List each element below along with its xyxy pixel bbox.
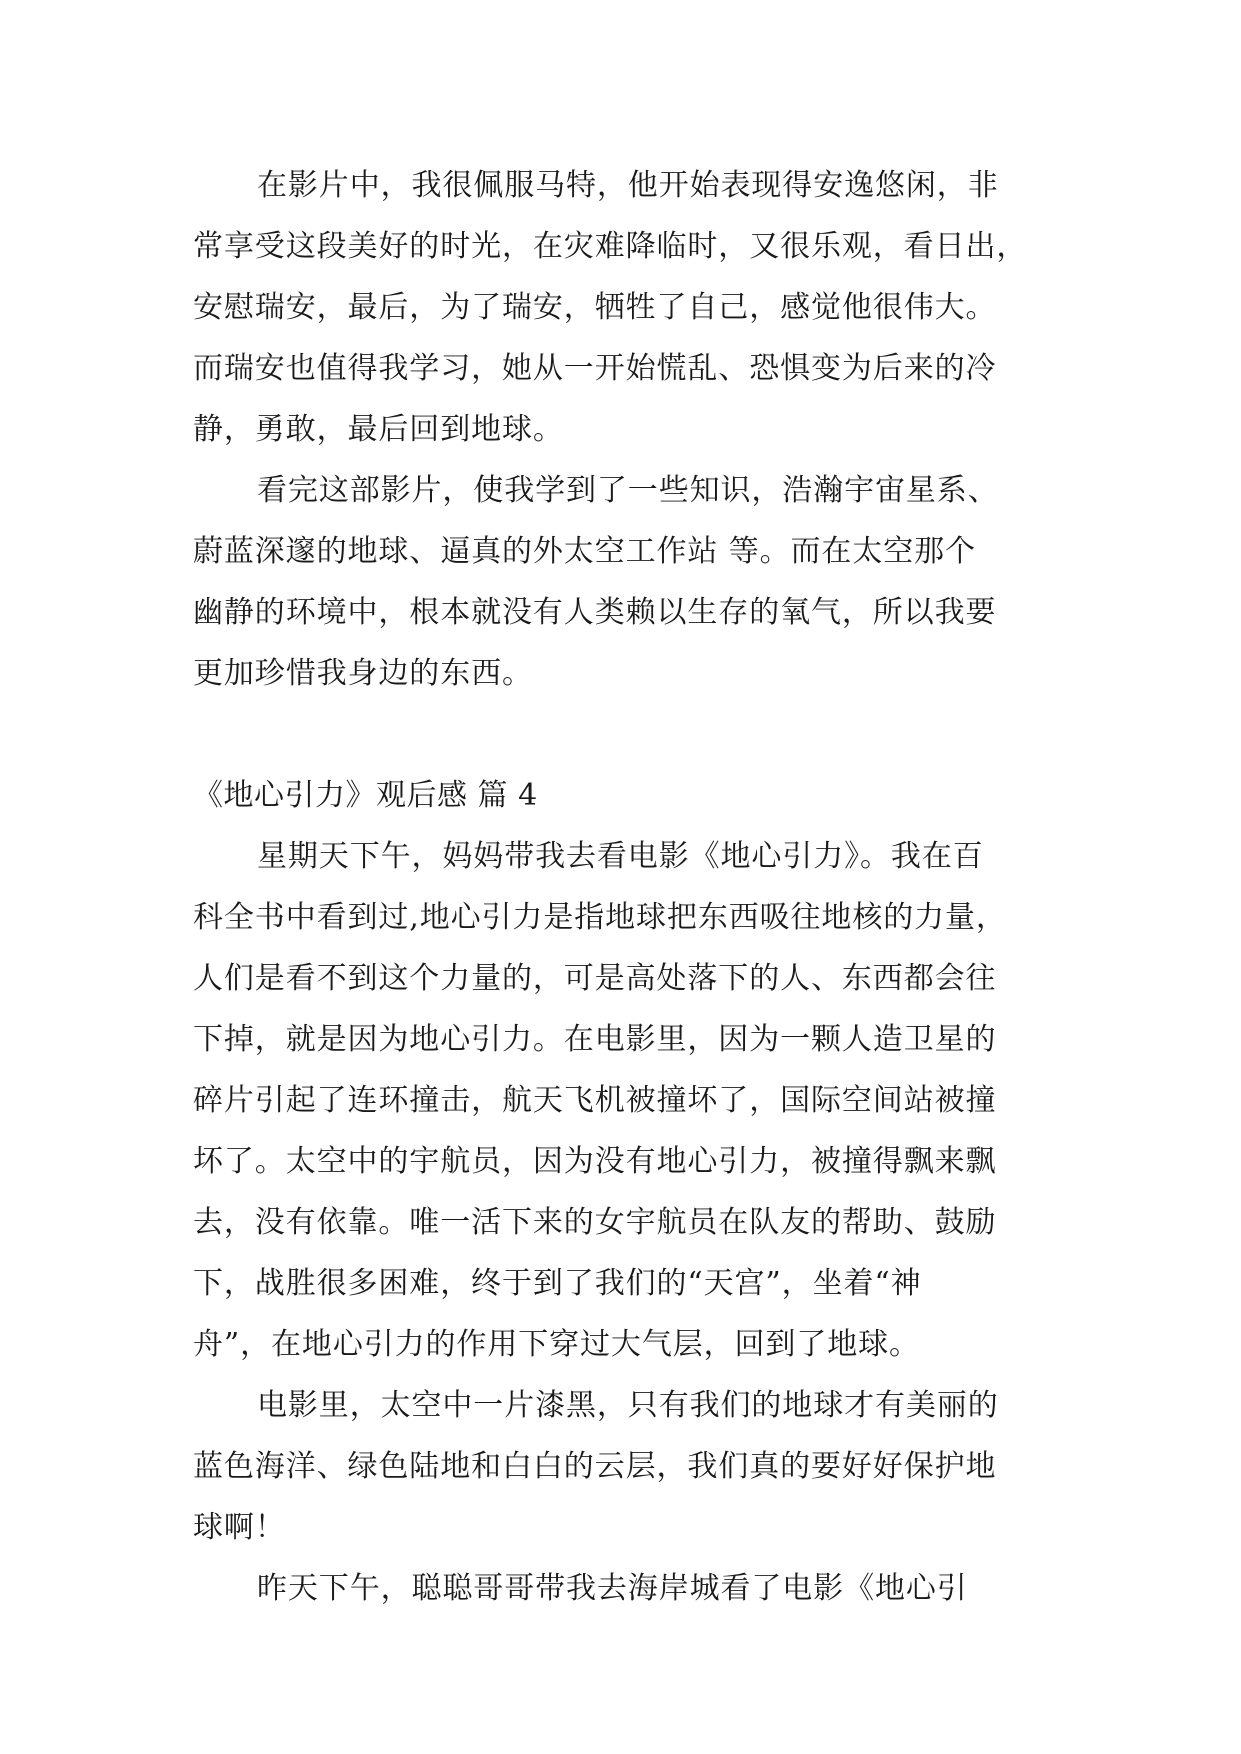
text-line: 在影片中，我很佩服马特，他开始表现得安逸悠闲，非 [257, 168, 999, 203]
text-line: 静，勇敢，最后回到地球。 [193, 412, 564, 447]
paragraph-3 [193, 826, 1053, 1375]
paragraph-4 [193, 1375, 1053, 1558]
text-line: 科全书中看到过,地心引力是指地球把东西吸往地核的力量， [193, 900, 1007, 935]
text-line: 星期天下午，妈妈带我去看电影《地心引力》。我在百 [257, 839, 984, 874]
paragraph-5 [193, 1558, 1053, 1619]
text-line: 昨天下午，聪聪哥哥带我去海岸城看了电影《地心引 [257, 1571, 968, 1606]
text-line: 蓝色海洋、绿色陆地和白白的云层，我们真的要好好保护地 [193, 1449, 997, 1484]
text-line: 电影里，太空中一片漆黑，只有我们的地球才有美丽的 [257, 1388, 999, 1423]
document-page [193, 155, 1053, 1619]
text-line: 常享受这段美好的时光，在灾难降临时，又很乐观，看日出， [193, 229, 1028, 264]
text-line: 安慰瑞安，最后，为了瑞安，牺牲了自己，感觉他很伟大。 [193, 290, 997, 325]
text-line: 人们是看不到这个力量的，可是高处落下的人、东西都会往 [193, 961, 997, 996]
text-line: 而瑞安也值得我学习，她从一开始慌乱、恐惧变为后来的冷 [193, 351, 997, 386]
paragraph-1 [193, 155, 1053, 460]
text-line: 碎片引起了连环撞击，航天飞机被撞坏了，国际空间站被撞 [193, 1083, 997, 1118]
text-line: 舟”，在地心引力的作用下穿过大气层，回到了地球。 [193, 1327, 920, 1362]
paragraph-2 [193, 460, 1053, 704]
text-line: 下，战胜很多困难，终于到了我们的“天宫”，坐着“神 [193, 1266, 922, 1301]
text-line: 看完这部影片，使我学到了一些知识，浩瀚宇宙星系、 [257, 473, 999, 508]
text-line: 下掉，就是因为地心引力。在电影里，因为一颗人造卫星的 [193, 1022, 997, 1057]
section-spacer [193, 704, 1053, 765]
text-line: 蔚蓝深邃的地球、逼真的外太空工作站 等。而在太空那个 [193, 534, 976, 569]
text-line: 坏了。太空中的宇航员，因为没有地心引力，被撞得飘来飘 [193, 1144, 997, 1179]
section-heading: 《地心引力》观后感 篇 4 [193, 778, 538, 813]
text-line: 更加珍惜我身边的东西。 [193, 656, 533, 691]
text-line: 球啊！ [193, 1510, 286, 1545]
text-line: 幽静的环境中，根本就没有人类赖以生存的氧气，所以我要 [193, 595, 997, 630]
text-line: 去，没有依靠。唯一活下来的女宇航员在队友的帮助、鼓励 [193, 1205, 997, 1240]
